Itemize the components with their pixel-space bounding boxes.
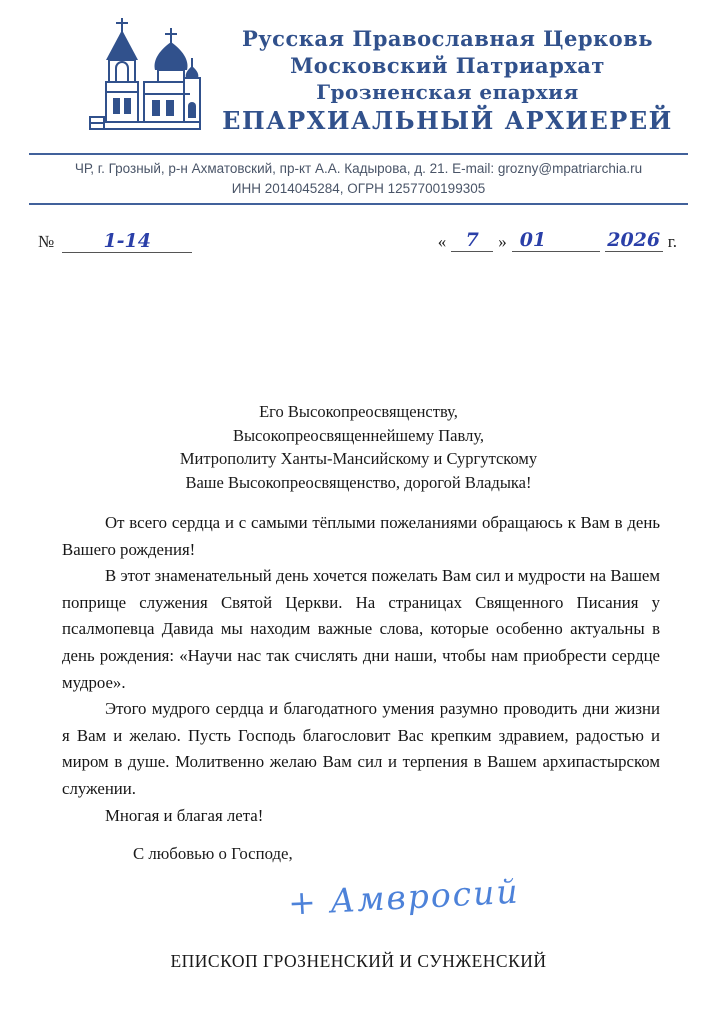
body-paragraph: Многая и благая лета! bbox=[105, 805, 264, 825]
letter-body bbox=[62, 510, 660, 829]
body-paragraph: В этот знаменательный день хочется пожелать Вам сил и мудрости на Вашем поприще служения Святой Церкви. На страницах Священного Писания у псалмопевца Давида мы находим важные слова, которые особенно актуальны в день рождения: «Научи нас так счислять дни наши, чтобы нам приобрести сердце мудрое». bbox=[62, 566, 660, 692]
handwritten-signature: + Амвросий bbox=[287, 871, 521, 923]
addressee-line: Высокопреосвященнейшему Павлу, bbox=[232, 425, 485, 445]
letterhead bbox=[0, 0, 717, 143]
church-building-icon bbox=[86, 14, 208, 143]
org-name-line4: ЕПАРХИАЛЬНЫЙ АРХИЕРЕЙ bbox=[222, 106, 673, 136]
signer-title: ЕПИСКОП ГРОЗНЕНСКИЙ И СУНЖЕНСКИЙ bbox=[170, 951, 547, 972]
handwritten-year: 2026 bbox=[607, 229, 661, 252]
year-suffix: г. bbox=[667, 232, 677, 252]
handwritten-number: 1-14 bbox=[103, 230, 151, 253]
contact-address-line: ЧР, г. Грозный, р-н Ахматовский, пр-кт А.А. Кадырова, д. 21. E-mail: grozny@mpatriarchia.ru bbox=[74, 161, 643, 176]
org-name-line3: Грозненская епархия bbox=[316, 79, 579, 104]
open-quote: « bbox=[437, 232, 447, 252]
addressee-block bbox=[0, 400, 717, 494]
year-field bbox=[605, 231, 663, 252]
org-name-line1: Русская Православная Церковь bbox=[241, 26, 654, 51]
close-quote: » bbox=[498, 232, 507, 252]
closing-salutation: С любовью о Господе, bbox=[133, 844, 293, 864]
org-name-line2: Московский Патриархат bbox=[290, 52, 605, 78]
reference-row bbox=[0, 205, 717, 252]
addressee-line: Ваше Высокопреосвященство, дорогой Владыка! bbox=[185, 472, 532, 492]
contact-block bbox=[0, 155, 717, 203]
handwritten-month: 01 bbox=[519, 229, 547, 252]
month-field bbox=[512, 231, 600, 252]
reference-number-group bbox=[38, 231, 192, 252]
addressee-line: Его Высокопреосвященству, bbox=[259, 402, 458, 422]
letterhead-titles bbox=[208, 14, 687, 137]
body-paragraph: От всего сердца и с самыми тёплыми пожеланиями обращаюсь к Вам в день Вашего рождения! bbox=[62, 513, 660, 559]
date-group bbox=[438, 231, 677, 252]
addressee-line: Митрополиту Ханты-Мансийскому и Сургутскому bbox=[179, 449, 538, 469]
number-label: № bbox=[38, 232, 55, 252]
number-field bbox=[62, 232, 192, 253]
contact-inn-ogrn-line: ИНН 2014045284, ОГРН 1257700199305 bbox=[231, 180, 486, 196]
day-field bbox=[451, 231, 493, 252]
handwritten-day: 7 bbox=[465, 229, 479, 252]
body-paragraph: Этого мудрого сердца и благодатного умения разумно проводить дни жизни я Вам и желаю. Пусть Господь благословит Вас крепким здравием, радостью и миром в душе. Молитвенно желаю Вам сил и терпения в Вашем архипастырском служении. bbox=[62, 699, 660, 798]
